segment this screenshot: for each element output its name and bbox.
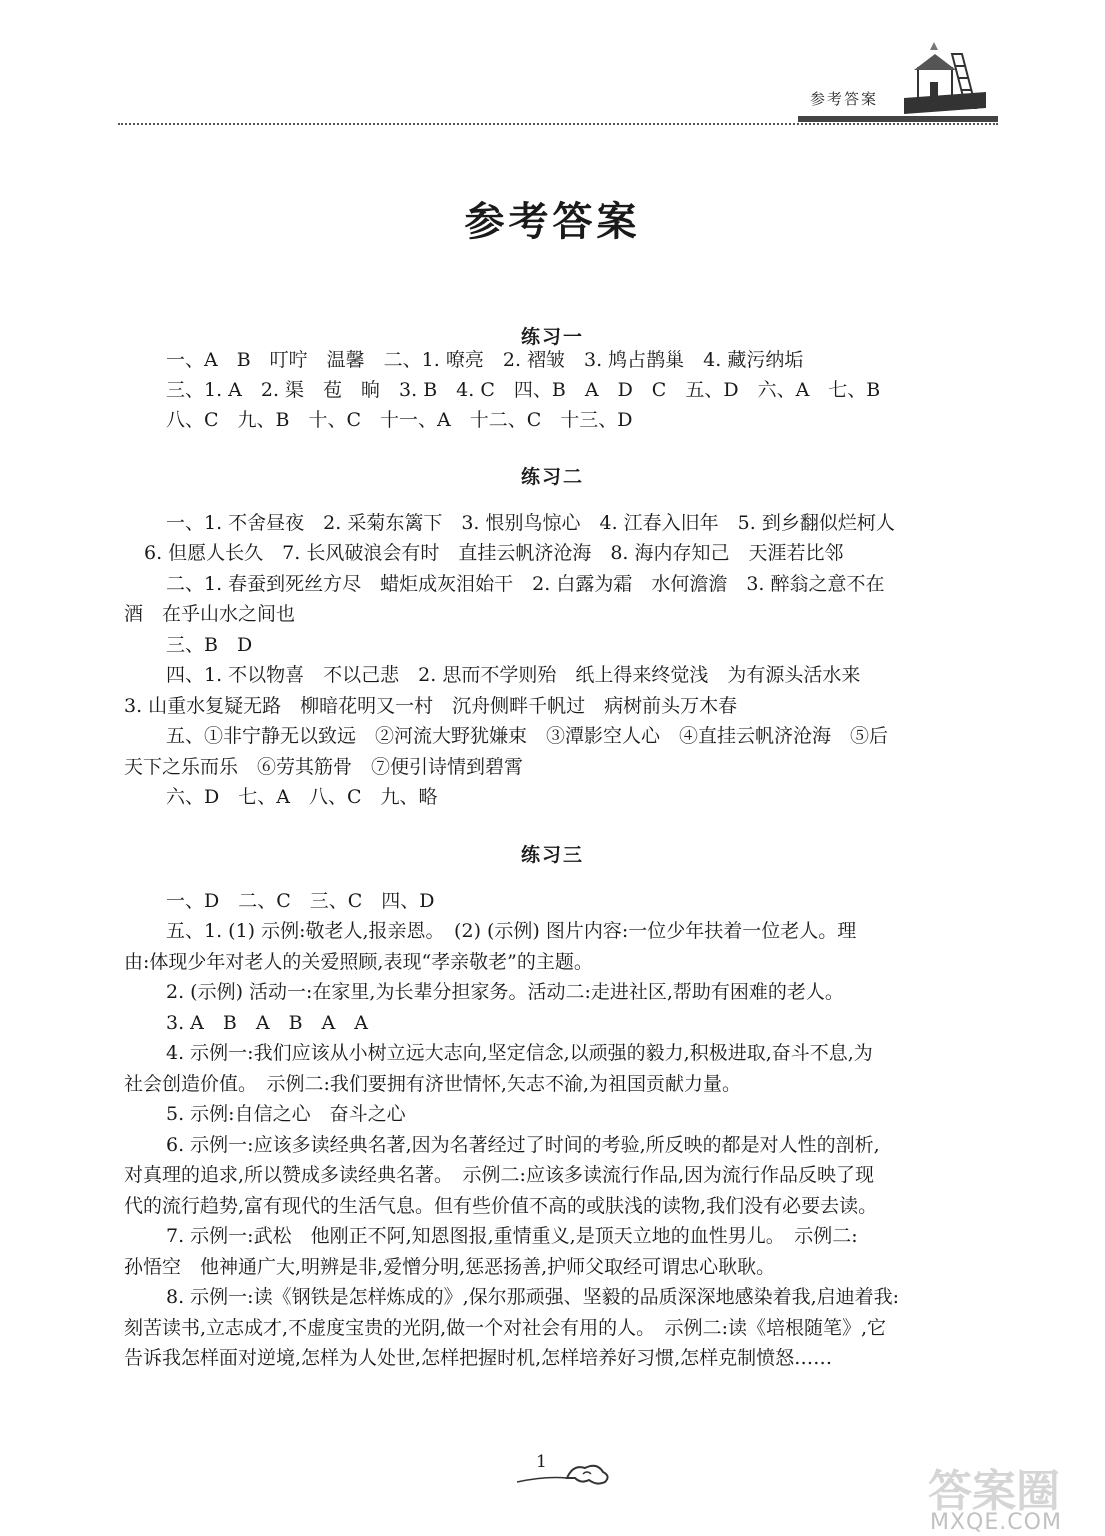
answer-line: 六、D 七、A 八、C 九、略 <box>166 786 438 808</box>
answer-line: 三、1. A 2. 渠 苞 晌 3. B 4. C 四、B A D C 五、D 六、A 七、B <box>166 379 881 401</box>
answer-line: 告诉我怎样面对逆境,怎样为人处世,怎样把握时机,怎样培养好习惯,怎样克制愤怒…… <box>124 1347 833 1369</box>
page-title: 参考答案 <box>464 198 641 245</box>
header-label: 参考答案 <box>810 90 879 108</box>
answer-line: 酒 在乎山水之间也 <box>124 603 296 625</box>
answer-line: 五、1. (1) 示例:敬老人,报亲恩。 (2) (示例) 图片内容:一位少年扶着一位老人。理 <box>166 920 857 942</box>
answer-line: 对真理的追求,所以赞成多读经典名著。 示例二:应该多读流行作品,因为流行作品反映了现 <box>124 1164 874 1186</box>
svg-text:答案圈: 答案圈 <box>928 1466 1060 1514</box>
answer-line: 8. 示例一:读《钢铁是怎样炼成的》,保尔那顽强、坚毅的品质深深地感染着我,启迪着我: <box>166 1286 900 1308</box>
answer-line: 代的流行趋势,富有现代的生活气息。但有些价值不高的或肤浅的读物,我们没有必要去读。 <box>124 1195 878 1217</box>
answer-line: 3. A B A B A A <box>166 1012 368 1034</box>
answer-line: 天下之乐而乐 ⑥劳其筋骨 ⑦便引诗情到碧霄 <box>124 756 524 778</box>
answer-line: 八、C 九、B 十、C 十一、A 十二、C 十三、D <box>166 409 633 431</box>
answer-line: 7. 示例一:武松 他刚正不阿,知恩图报,重情重义,是顶天立地的血性男儿。 示例二: <box>166 1225 858 1247</box>
answer-line: 三、B D <box>166 634 253 656</box>
answer-line: 五、①非宁静无以致远 ②河流大野犹嫌束 ③潭影空人心 ④直挂云帆济沧海 ⑤后 <box>166 725 889 747</box>
answer-line: 2. (示例) 活动一:在家里,为长辈分担家务。活动二:走进社区,帮助有困难的老人。 <box>166 981 844 1003</box>
section-title: 练习三 <box>520 844 584 866</box>
house-ladder-icon <box>900 38 990 120</box>
header-dotted-rule <box>118 123 998 125</box>
section-title: 练习二 <box>520 466 584 488</box>
watermark-logo-icon <box>924 1462 1094 1514</box>
answer-line: 6. 示例一:应该多读经典名著,因为名著经过了时间的考验,所反映的都是对人性的剖析, <box>166 1134 880 1156</box>
answer-line: 一、1. 不舍昼夜 2. 采菊东篱下 3. 恨别鸟惊心 4. 江春入旧年 5. 到乡翻似烂柯人 <box>166 512 895 534</box>
answer-line: 4. 示例一:我们应该从小树立远大志向,坚定信念,以顽强的毅力,积极进取,奋斗不息,为 <box>166 1042 873 1064</box>
answer-line: 3. 山重水复疑无路 柳暗花明又一村 沉舟侧畔千帆过 病树前头万木春 <box>124 695 738 717</box>
answer-line: 由:体现少年对老人的关爱照顾,表现“孝亲敬老”的主题。 <box>124 951 593 973</box>
watermark-text: MXQE.COM <box>930 1510 1062 1535</box>
answer-line: 一、D 二、C 三、C 四、D <box>166 890 435 912</box>
answer-line: 孙悟空 他神通广大,明辨是非,爱憎分明,惩恶扬善,护师父取经可谓忠心耿耿。 <box>124 1256 776 1278</box>
answer-line: 社会创造价值。 示例二:我们要拥有济世情怀,矢志不渝,为祖国贡献力量。 <box>124 1073 741 1095</box>
page-number: 1 <box>536 1452 547 1472</box>
answer-line: 四、1. 不以物喜 不以己悲 2. 思而不学则殆 纸上得来终觉浅 为有源头活水来 <box>166 664 861 686</box>
cloud-swirl-icon <box>515 1458 615 1488</box>
answer-line: 二、1. 春蚕到死丝方尽 蜡炬成灰泪始干 2. 白露为霜 水何澹澹 3. 醉翁之意不在 <box>166 573 885 595</box>
answer-line: 一、A B 叮咛 温馨 二、1. 嘹亮 2. 褶皱 3. 鸠占鹊巢 4. 藏污纳垢 <box>166 349 804 371</box>
answer-line: 5. 示例:自信之心 奋斗之心 <box>166 1103 406 1125</box>
section-title: 练习一 <box>520 326 584 348</box>
answer-line: 6. 但愿人长久 7. 长风破浪会有时 直挂云帆济沧海 8. 海内存知己 天涯若比邻 <box>144 542 844 564</box>
answer-line: 刻苦读书,立志成才,不虚度宝贵的光阴,做一个对社会有用的人。 示例二:读《培根随笔》,它 <box>124 1317 887 1339</box>
